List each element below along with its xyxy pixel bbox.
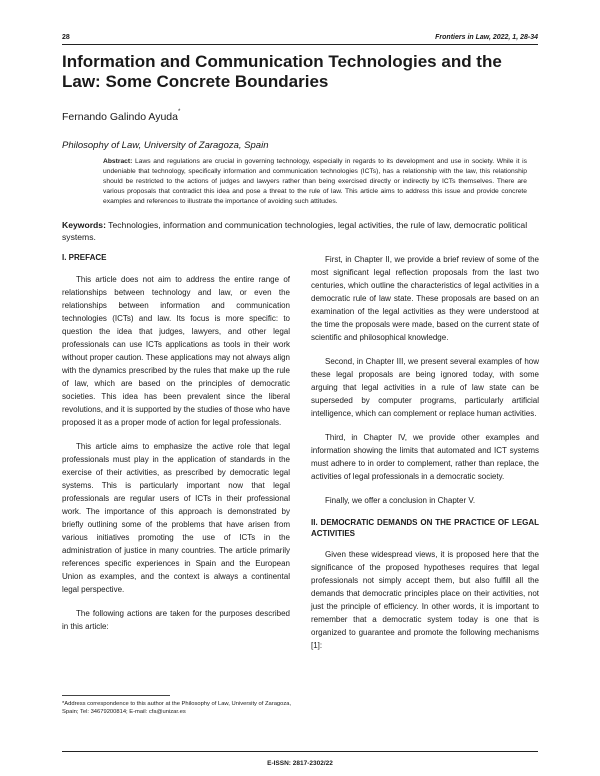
- paragraph: Given these widespread views, it is proposed here that the significance of the proposed hypotheses requires that legal professionals not simply accept them, but also fulfill all the demands that democratic principles place on their activities, not just the principle of efficiency. In other words, it is important to remember that a democratic system today is one that is organized to guarantee and promote the following mechanisms [1]:: [311, 550, 539, 650]
- issn: E-ISSN: 2817-2302/22: [267, 760, 333, 767]
- page-number: 28: [62, 34, 70, 41]
- author: [62, 111, 180, 123]
- footer-rule: [62, 751, 538, 752]
- affiliation: Philosophy of Law, University of Zaragoza, Spain: [62, 140, 269, 151]
- journal-citation: Frontiers in Law, 2022, 1, 28-34: [435, 34, 538, 41]
- footnote: *Address correspondence to this author at the Philosophy of Law, University of Zaragoza, Spain; Tel: 34679200814; E-mail: cfa@unizar.es: [62, 701, 292, 715]
- paragraph: Second, in Chapter III, we present several examples of how these legal proposals are being ignored today, with some arguing that legal activities in a rule of law state can be superseded by computer programs, particularly artificial intelligence, which can complement or replace human activities.: [311, 357, 539, 418]
- paragraph: The following actions are taken for the purposes described in this article:: [62, 608, 290, 631]
- section-heading-democratic-demands: II. DEMOCRATIC DEMANDS ON THE PRACTICE OF LEGAL ACTIVITIES: [311, 518, 539, 538]
- left-column: [62, 253, 290, 633]
- right-column: [311, 253, 539, 652]
- paragraph: Finally, we offer a conclusion in Chapter V.: [325, 496, 476, 505]
- header-rule: [62, 44, 538, 45]
- author-name: Fernando Galindo Ayuda: [62, 111, 178, 123]
- article-title: Information and Communication Technologies and the Law: Some Concrete Boundaries: [62, 52, 502, 91]
- abstract: [103, 157, 527, 207]
- keywords: [62, 220, 540, 243]
- keywords-label: Keywords:: [62, 220, 106, 230]
- author-mark: *: [177, 109, 181, 115]
- abstract-text: Laws and regulations are crucial in governing technology, especially in regards to its development and use in society. While it is undeniable that technology, specifically information and communication technologies (ICTs), has a relationship with the law, this relationship should be restricted to the actions of judges and lawyers rather than being exercised directly or indirectly by ICTs themselves. There are various proposals that contradict this idea and pose a threat to the rule of law. This article aims to address this issue and provide concrete examples and references to illustrate the importance of avoiding such attitudes.: [103, 158, 527, 205]
- paragraph: This article does not aim to address the entire range of relationships between technology and law, or even the relationships between information and communication technologies (ICTs) and law. Its focus is more specific: to question the idea that judges, lawyers, and other legal professionals can use ICTs applications as tools in their work without proper caution. These applications may not always align with the dynamics prescribed by the rules that make up the rule of law, which are based on the principles of democratic societies. This idea has been prevalent since the liberal revolutions, and it is supported by the studies of those who have proposed it as a proper mode of action for legal professionals.: [62, 274, 290, 427]
- paragraph: This article aims to emphasize the active role that legal professionals must play in the application of standards in the exercise of their activities, as prescribed by democratic legal systems. This is particularly important now that legal professionals are regular users of ICTs in their professional work. The importance of this approach is demonstrated by briefly outlining some of the problems that have arisen from various initiatives promoting the use of ICTs in the administration of justice in many countries. The article primarily references specific experiences in Spain and the European Union as examples, and the context is always a continental legal perspective.: [62, 441, 290, 594]
- footnote-rule: [62, 695, 170, 696]
- keywords-text: Technologies, information and communication technologies, legal activities, the rule of law, democratic political systems.: [62, 220, 528, 242]
- paragraph: Third, in Chapter IV, we provide other examples and information showing the limits that automated and ICT systems must adhere to in order to complement, rather than replace, the activities of legal professionals in a democratic society.: [311, 433, 539, 481]
- section-heading-preface: I. PREFACE: [62, 253, 107, 262]
- abstract-label: Abstract:: [103, 158, 133, 165]
- paragraph: First, in Chapter II, we provide a brief review of some of the most significant legal reflection proposals from the last two centuries, which outline the characteristics of legal activities in a democratic rule of law state. These proposals are based on an examination of the legal activities as they were understood at the time the proposals were made, based on the current state of scientific and philosophical knowledge.: [311, 255, 539, 342]
